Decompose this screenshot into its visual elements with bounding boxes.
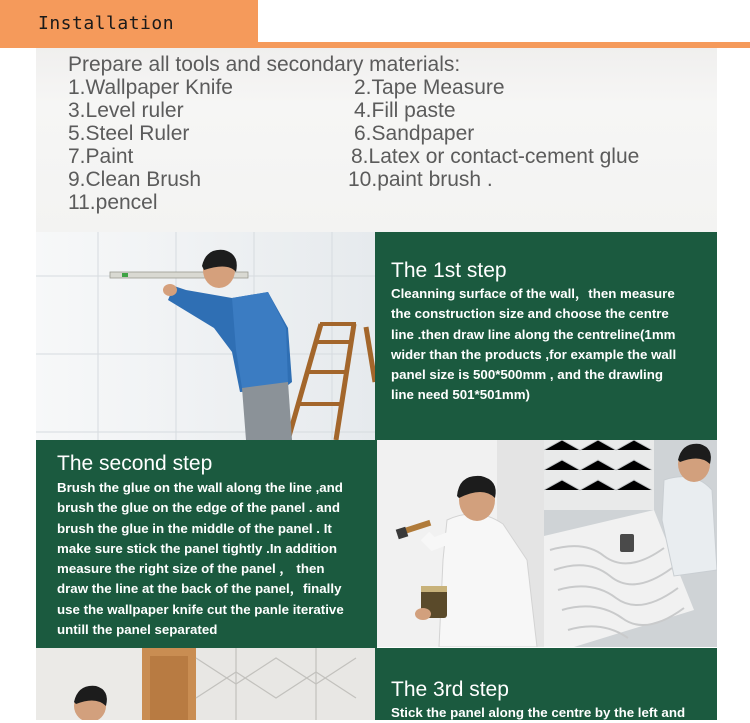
tool-item: 4.Fill paste xyxy=(354,99,456,122)
step2-photo-glue xyxy=(377,440,544,647)
step1-heading: The 1st step xyxy=(391,259,507,282)
step2-heading: The second step xyxy=(57,452,213,475)
step2-line: brush the glue in the middle of the panel . It xyxy=(57,520,332,536)
step2-line: use the wallpaper knife cut the panle iterative xyxy=(57,601,344,617)
step2-line: Brush the glue on the wall along the line ,and xyxy=(57,480,343,495)
tool-item: 11.pencel xyxy=(68,191,158,214)
tool-item: 2.Tape Measure xyxy=(354,76,505,99)
tool-item: 6.Sandpaper xyxy=(354,122,475,145)
tool-item: 10.paint brush . xyxy=(348,168,493,191)
step2-photo-glue-illustration xyxy=(377,440,544,647)
step2-line: measure the right size of the panel ， then xyxy=(57,561,325,577)
step3-photo xyxy=(36,648,375,720)
step1-line: the construction size and choose the centre xyxy=(391,306,669,322)
step2-line: brush the glue on the edge of the panel . and xyxy=(57,500,340,516)
tool-item: 1.Wallpaper Knife xyxy=(68,76,233,99)
step2-photo-panels xyxy=(544,440,717,647)
step2-description xyxy=(57,478,373,640)
step1-photo-illustration xyxy=(36,232,375,440)
step1-line: wider than the products ,for example the wall xyxy=(391,346,677,362)
tool-item: 3.Level ruler xyxy=(68,99,184,122)
tool-item: 7.Paint xyxy=(68,145,134,168)
step1-photo xyxy=(36,232,375,440)
tools-title: Prepare all tools and secondary materials: xyxy=(68,53,461,76)
step1-line: panel size is 500*500mm , and the drawling xyxy=(391,367,663,383)
step1-line: line need 501*501mm) xyxy=(391,387,530,403)
step3-photo-illustration xyxy=(36,648,375,720)
step3-heading: The 3rd step xyxy=(391,678,509,701)
tool-item: 9.Clean Brush xyxy=(68,168,202,191)
step2-line: untill the panel separated xyxy=(57,622,218,638)
step2-line: draw the line at the back of the panel，finally xyxy=(57,581,342,597)
step2-photo-panels-illustration xyxy=(544,440,717,647)
tool-item: 8.Latex or contact-cement glue xyxy=(351,145,640,168)
step1-description xyxy=(391,284,711,406)
step3-line: Stick the panel along the centre by the left and xyxy=(391,705,686,720)
section-title: Installation xyxy=(38,13,175,34)
step3-description xyxy=(391,703,711,723)
tool-item: 5.Steel Ruler xyxy=(68,122,190,145)
step1-line: Cleanning surface of the wall，then measure xyxy=(391,286,675,301)
step2-line: make sure stick the panel tightly .In addition xyxy=(57,540,338,556)
step1-line: line .then draw line along the centreline(1mm xyxy=(391,326,676,342)
